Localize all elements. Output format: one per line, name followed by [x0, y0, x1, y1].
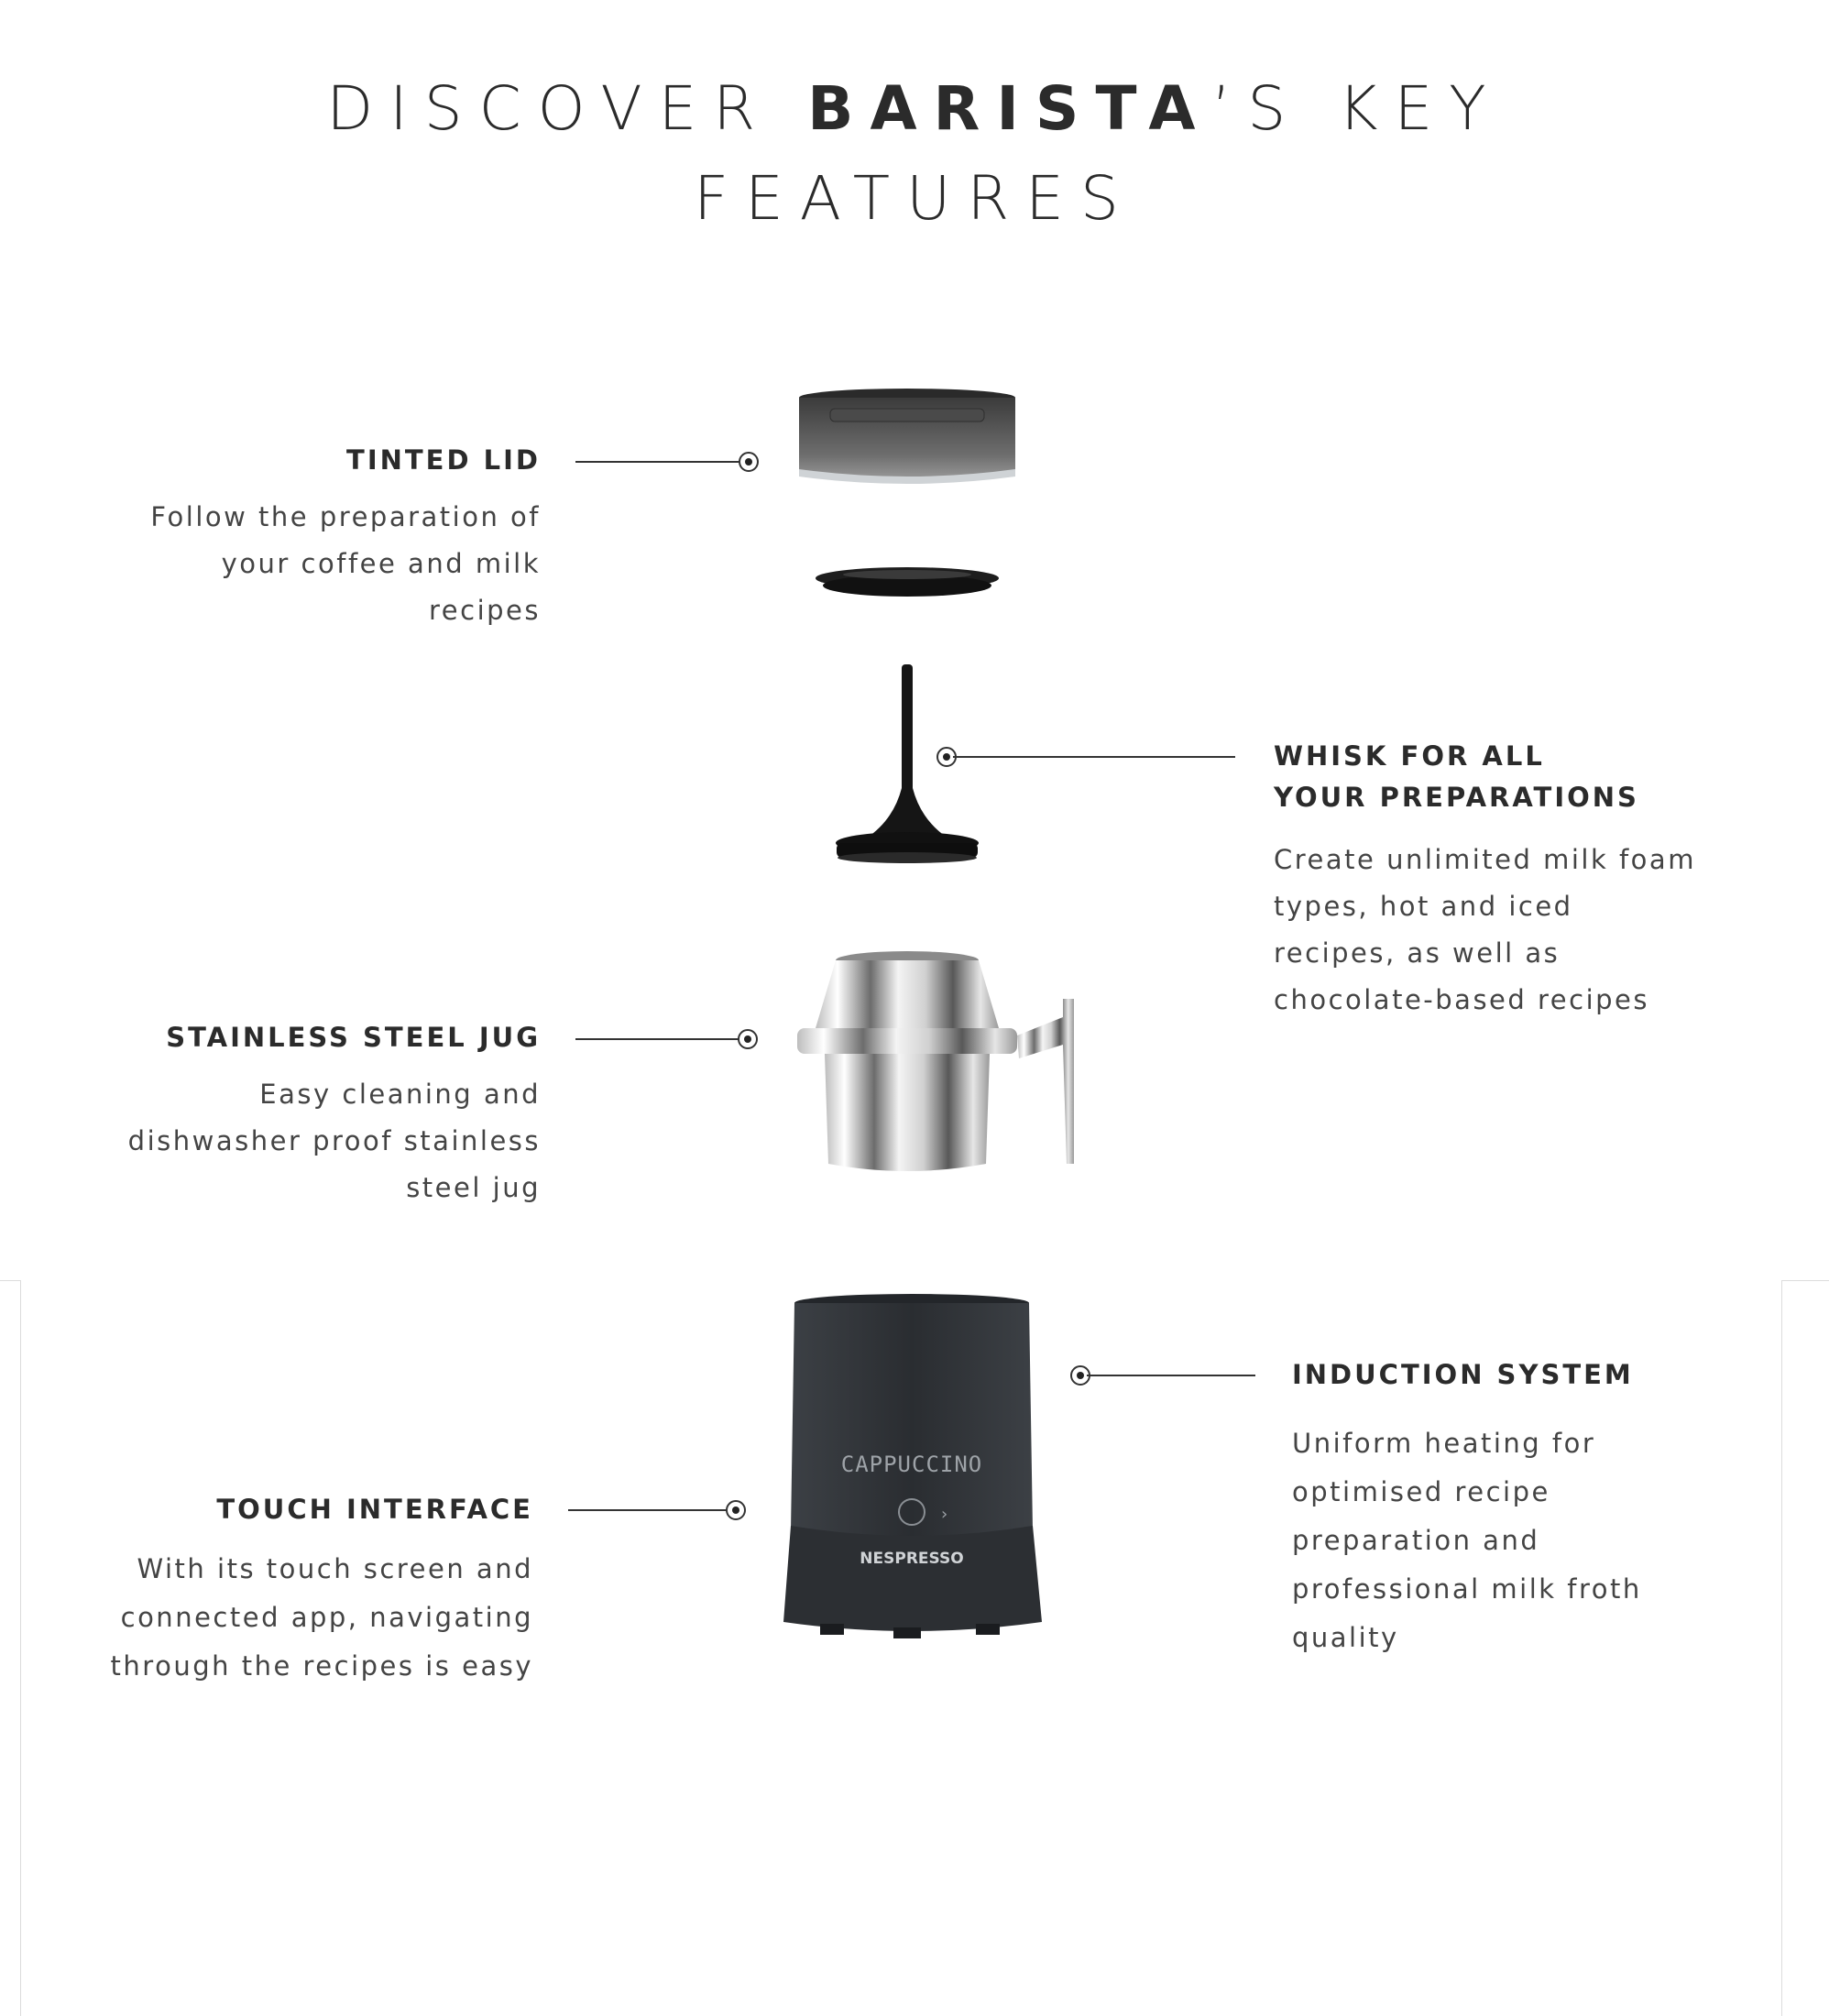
feature-tinted-lid — [92, 440, 541, 634]
tinted-lid-hotspot[interactable] — [739, 452, 759, 472]
frame-border — [0, 1280, 21, 1281]
heading-line: YOUR PREPARATIONS — [1274, 782, 1639, 813]
title-part-1: DISCOVER — [326, 73, 772, 144]
feature-whisk — [1274, 736, 1750, 1024]
tinted-lid-connector — [575, 461, 748, 463]
title-brand: BARISTA — [807, 73, 1212, 144]
desc-line: recipes, as well as — [1274, 937, 1561, 969]
feature-stainless-jug — [92, 1017, 541, 1211]
svg-text:›: › — [941, 1505, 948, 1524]
induction-connector — [1087, 1375, 1255, 1376]
tinted-lid-image — [788, 385, 1026, 495]
desc-line: With its touch screen and — [137, 1553, 533, 1584]
desc-line: optimised recipe — [1292, 1476, 1550, 1507]
desc-line: professional milk froth — [1292, 1573, 1642, 1605]
feature-touch-interface — [73, 1489, 533, 1691]
feature-heading — [1274, 736, 1750, 818]
inner-lid-image — [811, 564, 1003, 605]
desc-line: Uniform heating for — [1292, 1428, 1596, 1459]
touch-connector — [568, 1509, 735, 1511]
feature-description — [92, 1071, 541, 1211]
page-title — [0, 64, 1829, 244]
desc-line: recipes — [429, 595, 541, 626]
feature-heading: INDUCTION SYSTEM — [1292, 1359, 1634, 1390]
desc-line: dishwasher proof stainless — [127, 1125, 541, 1156]
desc-line: through the recipes is easy — [110, 1650, 533, 1682]
feature-induction-system — [1292, 1354, 1750, 1662]
desc-line: preparation and — [1292, 1525, 1540, 1556]
touch-hotspot[interactable] — [726, 1500, 746, 1520]
frame-border — [1781, 1281, 1782, 2016]
feature-description — [1274, 837, 1750, 1024]
desc-line: Easy cleaning and — [259, 1079, 541, 1110]
feature-heading: TINTED LID — [346, 444, 541, 476]
title-line-2: FEATURES — [694, 163, 1135, 234]
desc-line: chocolate-based recipes — [1274, 984, 1650, 1015]
desc-line: Create unlimited milk foam — [1274, 844, 1696, 875]
feature-description — [73, 1545, 533, 1691]
desc-line: types, hot and iced — [1274, 891, 1573, 922]
feature-heading: TOUCH INTERFACE — [216, 1494, 533, 1525]
feature-heading: STAINLESS STEEL JUG — [166, 1022, 541, 1053]
device-brand-logo: NESPRESSO — [860, 1550, 964, 1568]
feature-description — [92, 494, 541, 634]
induction-base-image — [783, 1292, 1049, 1649]
desc-line: connected app, navigating — [120, 1602, 533, 1633]
jug-hotspot[interactable] — [738, 1029, 758, 1049]
feature-description — [1292, 1419, 1750, 1662]
device-screen-text: CAPPUCCINO — [840, 1452, 983, 1477]
frame-border — [20, 1281, 21, 2016]
heading-line: WHISK FOR ALL — [1274, 740, 1545, 772]
desc-line: quality — [1292, 1622, 1399, 1653]
desc-line: Follow the preparation of — [150, 501, 541, 532]
desc-line: steel jug — [406, 1172, 541, 1203]
whisk-image — [829, 660, 985, 871]
frame-border — [1781, 1280, 1829, 1281]
title-part-2: ’S KEY — [1211, 73, 1503, 144]
whisk-connector — [953, 756, 1235, 758]
desc-line: your coffee and milk — [221, 548, 541, 579]
stainless-jug-image — [788, 944, 1100, 1182]
jug-connector — [575, 1038, 746, 1040]
